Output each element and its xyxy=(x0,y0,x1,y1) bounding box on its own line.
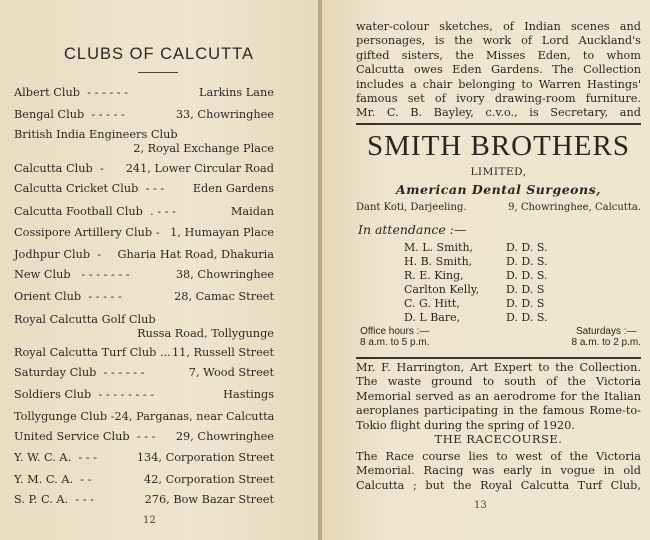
club-leader: - - - xyxy=(75,493,95,506)
club-address: 29, Chowringhee xyxy=(175,430,274,443)
club-name: Calcutta Club xyxy=(14,162,93,175)
club-name: Cossipore Artillery Club xyxy=(14,226,153,239)
club-address: 24, Parganas, near Calcutta xyxy=(114,410,275,423)
club-leader: - xyxy=(99,162,104,175)
club-entry xyxy=(14,182,274,196)
doctor-entry xyxy=(404,269,604,282)
club-name: Royal Calcutta Golf Club xyxy=(14,313,156,326)
club-name: Royal Calcutta Turf Club xyxy=(14,346,157,359)
page-title: CLUBS OF CALCUTTA xyxy=(64,45,254,63)
page-number: 12 xyxy=(143,515,156,526)
club-entry xyxy=(14,388,274,402)
office-hours-label: Office hours :— xyxy=(360,326,430,337)
club-name: Soldiers Club xyxy=(14,388,92,401)
club-name: Calcutta Football Club xyxy=(14,205,143,218)
left-page xyxy=(0,0,318,540)
text-line: Memorial. Racing was early in vogue in old xyxy=(356,464,641,478)
club-address: 11, Russell Street xyxy=(171,346,274,359)
address-calcutta: 9, Chowringhee, Calcutta. xyxy=(508,202,641,213)
club-entry xyxy=(14,205,274,219)
collection-paragraph xyxy=(356,361,641,433)
club-address: 7, Wood Street xyxy=(188,366,274,379)
club-leader: - xyxy=(97,248,102,261)
intro-paragraph xyxy=(356,20,641,121)
club-address: 28, Camac Street xyxy=(174,290,274,303)
club-name: S. P. C. A. xyxy=(14,493,69,506)
attendance-label: In attendance :— xyxy=(358,222,467,237)
doctor-degree: D. D. S. xyxy=(506,241,548,254)
club-leader: . - - - xyxy=(150,205,176,218)
doctor-name: R. E. King, xyxy=(404,269,464,282)
text-line: gifted sisters, the Misses Eden, to whom xyxy=(356,48,641,62)
club-name: New Club xyxy=(14,268,71,281)
club-address: 33, Chowringhee xyxy=(175,108,274,121)
club-entry xyxy=(14,108,274,122)
club-leader: - - - - - - - - xyxy=(98,388,155,401)
doctor-name: M. L. Smith, xyxy=(404,241,474,254)
club-leader: - xyxy=(110,410,115,423)
doctor-degree: D. D. S xyxy=(506,283,545,296)
doctor-entry xyxy=(404,255,604,268)
club-entry xyxy=(14,128,274,156)
club-entry xyxy=(14,226,274,240)
doctor-name: H. B. Smith, xyxy=(404,255,473,268)
doctor-entry xyxy=(404,283,604,296)
club-entry xyxy=(14,86,274,100)
text-line: Mr. C. B. Bayley, c.v.o., is Secretary, and xyxy=(356,106,641,120)
club-leader: - - - xyxy=(136,430,156,443)
club-entry xyxy=(14,366,274,380)
club-name: Albert Club xyxy=(14,86,80,99)
doctor-degree: D. D. S xyxy=(506,297,545,310)
club-leader: - - - - - - xyxy=(87,86,129,99)
saturday-hours-time: 8 a.m. to 2 p.m. xyxy=(571,337,641,348)
club-leader: - - xyxy=(80,473,92,486)
doctor-name: C. G. Hitt, xyxy=(404,297,460,310)
text-line: aeroplanes participating in the famous Rome-to- xyxy=(356,404,641,418)
text-line: famous set of ivory drawing-room furniture. xyxy=(356,92,641,106)
club-entry xyxy=(14,473,274,487)
doctor-name: D. L Bare, xyxy=(404,311,461,324)
club-name: Calcutta Cricket Club xyxy=(14,182,139,195)
ad-bottom-rule xyxy=(356,357,641,359)
club-leader: - - - - - xyxy=(91,108,125,121)
club-entry xyxy=(14,268,274,282)
right-page xyxy=(322,0,650,540)
club-leader: - - - - - xyxy=(88,290,122,303)
club-address: Larkins Lane xyxy=(199,86,274,99)
advertiser-limited: LIMITED, xyxy=(470,166,527,178)
doctor-degree: D. D. S. xyxy=(506,311,548,324)
advertiser-name: SMITH BROTHERS xyxy=(367,130,630,162)
saturday-hours-label: Saturdays :— xyxy=(575,326,637,337)
doctor-entry xyxy=(404,297,604,310)
club-address: Russa Road, Tollygunge xyxy=(137,327,274,340)
text-line: includes a chair belonging to Warren Hastings' xyxy=(356,77,641,91)
title-rule xyxy=(138,72,178,73)
club-name: Jodhpur Club xyxy=(14,248,91,261)
ad-hours xyxy=(356,326,641,356)
doctor-entry xyxy=(404,311,604,324)
club-entry xyxy=(14,313,274,341)
text-line: Calcutta owes Eden Gardens. The Collection xyxy=(356,63,641,77)
club-address: 38, Chowringhee xyxy=(175,268,274,281)
office-hours-time: 8 a.m. to 5 p.m. xyxy=(360,337,430,348)
text-line: The Race course lies to west of the Victoria xyxy=(356,450,641,463)
advertiser-profession: American Dental Surgeons, xyxy=(396,182,601,197)
text-line: Calcutta ; but the Royal Calcutta Turf Club, xyxy=(356,478,641,492)
advertiser-addresses xyxy=(356,202,641,213)
text-line: personages, is the work of Lord Auckland's xyxy=(356,34,641,48)
club-address: Gharia Hat Road, Dhakuria xyxy=(117,248,274,261)
club-entry xyxy=(14,290,274,304)
doctor-entry xyxy=(404,241,604,254)
club-address: Eden Gardens xyxy=(192,182,274,195)
doctor-degree: D. D. S. xyxy=(506,255,548,268)
club-entry xyxy=(14,430,274,444)
club-name: United Service Club xyxy=(14,430,130,443)
club-leader: - - - xyxy=(145,182,165,195)
club-address: 134, Corporation Street xyxy=(136,451,274,464)
page-number: 13 xyxy=(474,500,487,511)
ad-top-rule xyxy=(356,123,641,125)
club-address: 276, Bow Bazar Street xyxy=(144,493,274,506)
club-entry xyxy=(14,346,274,360)
club-address: 42, Corporation Street xyxy=(144,473,274,486)
club-entry xyxy=(14,410,274,424)
club-name: Bengal Club xyxy=(14,108,85,121)
saturday-hours xyxy=(572,326,641,348)
doctor-name: Carlton Kelly, xyxy=(404,283,480,296)
text-line: Tokio flight during the spring of 1920. xyxy=(356,418,575,432)
club-entry xyxy=(14,248,274,262)
racecourse-paragraph xyxy=(356,450,641,493)
club-leader: - - - xyxy=(78,451,98,464)
club-leader: - - - - - - - xyxy=(81,268,130,281)
club-address: 1, Humayan Place xyxy=(170,226,274,239)
club-name: British India Engineers Club xyxy=(14,128,178,141)
club-name: Orient Club xyxy=(14,290,82,303)
club-entry xyxy=(14,451,274,465)
text-line: Memorial served as an aerodrome for the Italian xyxy=(356,389,641,403)
address-darjeeling: Dant Koti, Darjeeling. xyxy=(356,202,467,213)
club-name: Saturday Club xyxy=(14,366,97,379)
doctor-degree: D. D. S. xyxy=(506,269,548,282)
club-name: Tollygunge Club xyxy=(14,410,108,423)
club-name: Y. W. C. A. xyxy=(14,451,72,464)
club-address: Hastings xyxy=(223,388,274,401)
club-leader: - xyxy=(155,226,160,239)
club-entry xyxy=(14,493,274,507)
section-heading: THE RACECOURSE. xyxy=(434,432,563,446)
club-name: Y. M. C. A. xyxy=(14,473,74,486)
club-leader: - - - - - - xyxy=(103,366,145,379)
club-leader: ... xyxy=(159,346,171,359)
club-entry xyxy=(14,162,274,176)
text-line: The waste ground to south of the Victoria xyxy=(356,375,641,389)
club-address: 2, Royal Exchange Place xyxy=(133,142,274,155)
club-address: Maidan xyxy=(230,205,274,218)
office-hours xyxy=(360,326,429,348)
text-line: water-colour sketches, of Indian scenes and xyxy=(356,20,641,33)
club-address: 241, Lower Circular Road xyxy=(125,162,274,175)
text-line: Mr. F. Harrington, Art Expert to the Collection. xyxy=(356,361,641,374)
